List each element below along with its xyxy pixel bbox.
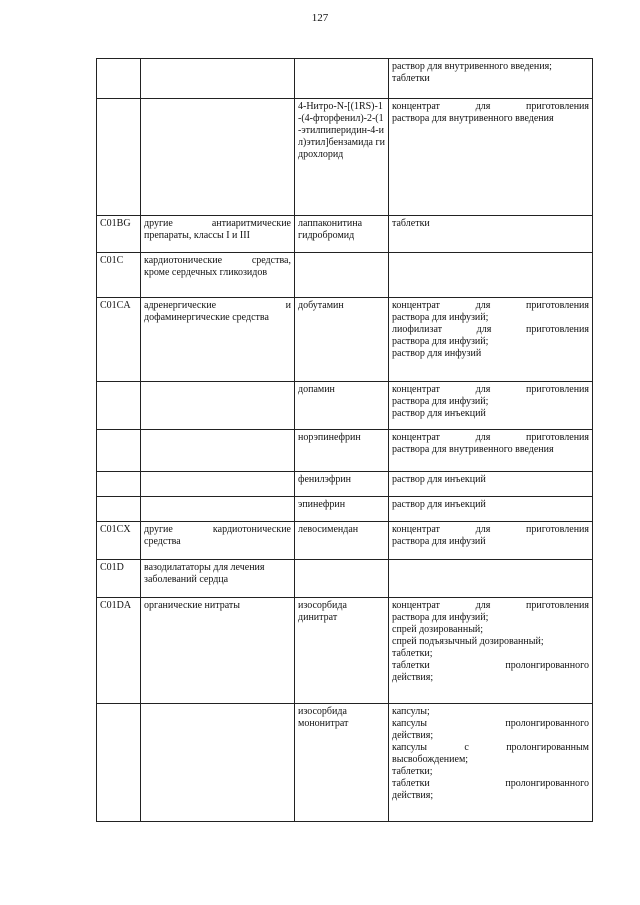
drug-name: норэпинефрин bbox=[298, 432, 361, 443]
dosage-form-cell bbox=[389, 522, 593, 560]
drug-name: добутамин bbox=[298, 300, 344, 311]
dosage-form-line: раствора для инфузий; bbox=[392, 612, 489, 623]
atc-code-cell bbox=[97, 598, 141, 704]
group-cell bbox=[141, 99, 295, 216]
group-name: органические нитраты bbox=[144, 600, 241, 611]
drug-table bbox=[96, 58, 593, 822]
drug-name-cell bbox=[295, 216, 389, 253]
drug-name-cell bbox=[295, 522, 389, 560]
dosage-form-cell bbox=[389, 472, 593, 497]
atc-code-cell bbox=[97, 472, 141, 497]
drug-name-cell bbox=[295, 430, 389, 472]
table-row bbox=[97, 497, 593, 522]
table-row bbox=[97, 99, 593, 216]
dosage-form-line: раствор для инфузий bbox=[392, 348, 482, 359]
dosage-form-line: действия; bbox=[392, 730, 434, 741]
atc-code-cell bbox=[97, 382, 141, 430]
dosage-form-line: раствора для инфузий; bbox=[392, 312, 489, 323]
dosage-form-line: раствора для внутривенного введения bbox=[392, 444, 554, 455]
drug-name: изосорбида динитрат bbox=[298, 600, 347, 623]
atc-code-cell bbox=[97, 99, 141, 216]
drug-name: допамин bbox=[298, 384, 335, 395]
group-name: другие кардиотонические средства bbox=[144, 524, 291, 547]
dosage-form-line: концентрат для приготовления bbox=[392, 600, 589, 611]
table-row bbox=[97, 382, 593, 430]
group-cell bbox=[141, 560, 295, 598]
table-row bbox=[97, 253, 593, 298]
drug-name-cell bbox=[295, 298, 389, 382]
table-row bbox=[97, 560, 593, 598]
drug-name-cell bbox=[295, 99, 389, 216]
drug-name-cell bbox=[295, 497, 389, 522]
dosage-form-line: капсулы с пролонгированным bbox=[392, 742, 589, 753]
table-row bbox=[97, 216, 593, 253]
atc-code-cell bbox=[97, 704, 141, 822]
atc-code-cell bbox=[97, 430, 141, 472]
group-cell bbox=[141, 598, 295, 704]
atc-code: C01CX bbox=[100, 524, 131, 535]
drug-name: лаппаконитина гидробромид bbox=[298, 218, 363, 241]
drug-name: фенилэфрин bbox=[298, 474, 352, 485]
dosage-form-line: таблетки; bbox=[392, 648, 433, 659]
dosage-form-line: капсулы пролонгированного bbox=[392, 718, 589, 729]
atc-code-cell bbox=[97, 59, 141, 99]
drug-name-cell bbox=[295, 598, 389, 704]
group-cell bbox=[141, 253, 295, 298]
group-name: адренергические и дофаминергические средства bbox=[144, 300, 291, 323]
dosage-form-cell bbox=[389, 704, 593, 822]
dosage-form-line: капсулы; bbox=[392, 706, 430, 717]
dosage-form-line: раствора для внутривенного введения bbox=[392, 113, 554, 124]
dosage-form-line: раствор для инъекций bbox=[392, 499, 486, 510]
dosage-form-cell bbox=[389, 99, 593, 216]
table-row bbox=[97, 522, 593, 560]
atc-code: C01CA bbox=[100, 300, 131, 311]
dosage-form-line: концентрат для приготовления bbox=[392, 384, 589, 395]
atc-code-cell bbox=[97, 216, 141, 253]
table-row bbox=[97, 472, 593, 497]
dosage-form-cell bbox=[389, 59, 593, 99]
dosage-form-cell bbox=[389, 216, 593, 253]
group-cell bbox=[141, 59, 295, 99]
dosage-form-line: раствора для инфузий bbox=[392, 536, 486, 547]
dosage-form-line: концентрат для приготовления bbox=[392, 300, 589, 311]
dosage-form-line: раствор для внутривенного введения; bbox=[392, 61, 552, 72]
group-name: вазодилататоры для лечения заболеваний сердца bbox=[144, 562, 265, 585]
table-row bbox=[97, 598, 593, 704]
drug-name: изосорбида мононитрат bbox=[298, 706, 349, 729]
drug-name-cell bbox=[295, 560, 389, 598]
group-cell bbox=[141, 522, 295, 560]
dosage-form-cell bbox=[389, 298, 593, 382]
atc-code-cell bbox=[97, 497, 141, 522]
group-cell bbox=[141, 472, 295, 497]
dosage-form-line: концентрат для приготовления bbox=[392, 524, 589, 535]
dosage-form-cell bbox=[389, 497, 593, 522]
drug-name: 4-Нитро-N-[(1RS)-1-(4-фторфенил)-2-(1-этилпиперидин-4-ил)этил]бензамида гидрохлорид bbox=[298, 101, 385, 160]
dosage-form-cell bbox=[389, 382, 593, 430]
dosage-form-line: спрей дозированный; bbox=[392, 624, 484, 635]
table-row bbox=[97, 430, 593, 472]
group-name: кардиотонические средства, кроме сердечных гликозидов bbox=[144, 255, 291, 278]
dosage-form-line: высвобождением; bbox=[392, 754, 469, 765]
dosage-form-line: раствора для инфузий; bbox=[392, 336, 489, 347]
atc-code: C01DA bbox=[100, 600, 132, 611]
group-cell bbox=[141, 382, 295, 430]
group-cell bbox=[141, 497, 295, 522]
dosage-form-line: таблетки; bbox=[392, 766, 433, 777]
table-row bbox=[97, 298, 593, 382]
drug-name: левосимендан bbox=[298, 524, 359, 535]
dosage-form-line: раствора для инфузий; bbox=[392, 396, 489, 407]
group-cell bbox=[141, 298, 295, 382]
dosage-form-line: спрей подъязычный дозированный; bbox=[392, 636, 544, 647]
atc-code: C01C bbox=[100, 255, 124, 266]
atc-code: C01BG bbox=[100, 218, 131, 229]
atc-code-cell bbox=[97, 253, 141, 298]
table-row bbox=[97, 704, 593, 822]
dosage-form-line: концентрат для приготовления bbox=[392, 101, 589, 112]
drug-name: эпинефрин bbox=[298, 499, 346, 510]
drug-name-cell bbox=[295, 59, 389, 99]
drug-name-cell bbox=[295, 382, 389, 430]
dosage-form-line: таблетки bbox=[392, 73, 430, 84]
group-cell bbox=[141, 430, 295, 472]
dosage-form-line: раствор для инъекций bbox=[392, 408, 486, 419]
dosage-form-line: таблетки пролонгированного bbox=[392, 778, 589, 789]
atc-code: C01D bbox=[100, 562, 124, 573]
table-row bbox=[97, 59, 593, 99]
drug-name-cell bbox=[295, 253, 389, 298]
dosage-form-line: таблетки пролонгированного bbox=[392, 660, 589, 671]
drug-name-cell bbox=[295, 704, 389, 822]
dosage-form-cell bbox=[389, 430, 593, 472]
dosage-form-line: концентрат для приготовления bbox=[392, 432, 589, 443]
group-cell bbox=[141, 216, 295, 253]
dosage-form-line: раствор для инъекций bbox=[392, 474, 486, 485]
dosage-form-cell bbox=[389, 560, 593, 598]
dosage-form-line: лиофилизат для приготовления bbox=[392, 324, 589, 335]
page-number: 127 bbox=[311, 12, 329, 24]
group-cell bbox=[141, 704, 295, 822]
dosage-form-cell bbox=[389, 253, 593, 298]
atc-code-cell bbox=[97, 298, 141, 382]
dosage-form-line: таблетки bbox=[392, 218, 430, 229]
drug-name-cell bbox=[295, 472, 389, 497]
dosage-form-line: действия; bbox=[392, 790, 434, 801]
dosage-form-line: действия; bbox=[392, 672, 434, 683]
group-name: другие антиаритмические препараты, классы I и III bbox=[144, 218, 291, 241]
atc-code-cell bbox=[97, 522, 141, 560]
atc-code-cell bbox=[97, 560, 141, 598]
dosage-form-cell bbox=[389, 598, 593, 704]
